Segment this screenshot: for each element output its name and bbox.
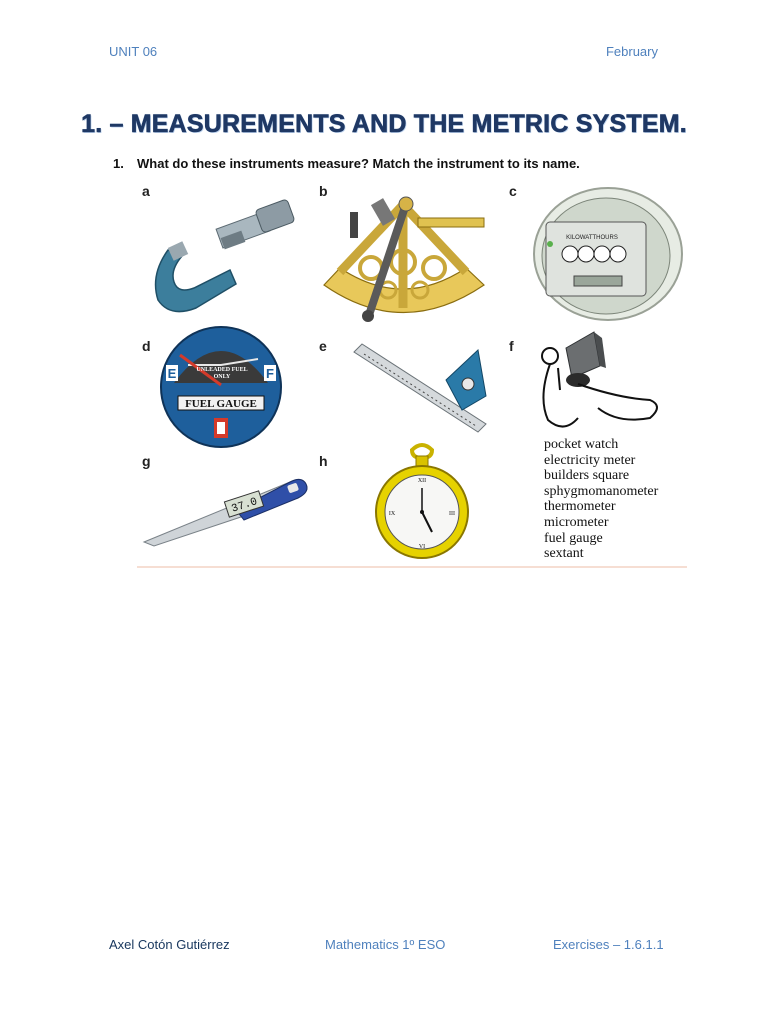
header-unit: UNIT 06	[109, 44, 158, 59]
fuel-empty-mark: E	[167, 366, 177, 381]
list-item: pocket watch	[544, 437, 619, 452]
fuel-sublabel-1: UNLEADED FUEL	[196, 367, 248, 373]
builders-square-icon	[350, 340, 490, 440]
svg-text:VI: VI	[418, 544, 426, 550]
question-1	[113, 156, 580, 171]
footer-author: Axel Cotón Gutiérrez	[109, 937, 230, 952]
header-month: February	[605, 44, 658, 59]
question-number: 1.	[113, 156, 124, 171]
footer-subject: Mathematics 1º ESO	[325, 937, 446, 952]
list-item: sphygmomanometer	[544, 483, 659, 499]
sextant-icon	[316, 190, 491, 325]
fuel-full-mark: F	[266, 366, 274, 381]
thermometer-reading: 37.0	[230, 496, 260, 516]
divider	[137, 566, 687, 568]
letter-e: e	[319, 338, 327, 354]
letter-d: d	[142, 338, 151, 354]
letter-a: a	[142, 183, 150, 199]
list-item: sextant	[544, 546, 584, 562]
list-item: builders square	[544, 468, 630, 484]
letter-g: g	[142, 453, 151, 469]
fuel-sublabel-2: ONLY	[213, 374, 231, 380]
question-text: What do these instruments measure? Match the instrument to its name.	[137, 156, 580, 171]
letter-f: f	[509, 338, 514, 354]
list-item: fuel gauge	[544, 530, 603, 546]
fuel-gauge-icon	[158, 325, 288, 450]
micrometer-icon	[148, 190, 298, 320]
fuel-gauge-label: FUEL GAUGE	[185, 398, 257, 410]
svg-text:III: III	[449, 511, 455, 517]
list-item: micrometer	[544, 514, 609, 530]
thermometer-icon	[140, 470, 315, 550]
svg-text:IX: IX	[388, 511, 396, 517]
letter-c: c	[509, 183, 517, 199]
instrument-name-list	[544, 437, 658, 562]
electricity-meter-icon	[530, 184, 685, 324]
svg-text:XII: XII	[417, 478, 427, 484]
page-title: 1. – MEASUREMENTS AND THE METRIC SYSTEM.	[81, 110, 687, 138]
letter-h: h	[319, 453, 328, 469]
letter-b: b	[319, 183, 328, 199]
sphygmomanometer-icon	[538, 328, 663, 438]
list-item: electricity meter	[544, 452, 636, 468]
meter-label: KILOWATTHOURS	[566, 235, 618, 241]
footer-exercise: Exercises – 1.6.1.1	[553, 937, 664, 952]
pocket-watch-icon	[372, 442, 472, 562]
list-item: thermometer	[544, 499, 616, 515]
